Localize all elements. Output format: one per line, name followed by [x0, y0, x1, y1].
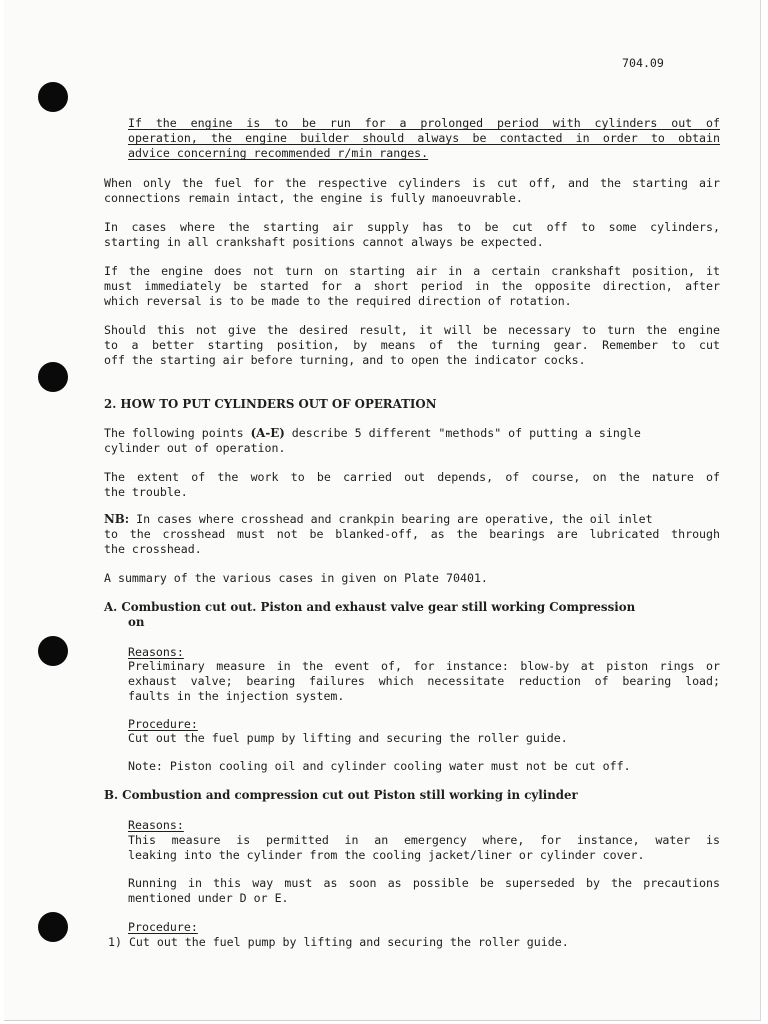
procedure-line: Cut out the fuel pump by lifting and securing the roller guide.: [128, 731, 568, 745]
paragraph-line: If the engine does not turn on starting air in a certain crankshaft position, it: [104, 264, 720, 278]
nb-line: to the crosshead must not be blanked-off, as the bearings are lubricated through: [104, 527, 720, 541]
paragraph-line: starting in all crankshaft positions cannot always be expected.: [104, 235, 544, 249]
section-heading: 2. HOW TO PUT CYLINDERS OUT OF OPERATION: [104, 397, 437, 411]
reasons-line: This measure is permitted in an emergency where, for instance, water is: [128, 833, 720, 847]
punch-hole: [38, 82, 68, 112]
text-run: The following points: [104, 426, 251, 440]
paragraph-line: When only the fuel for the respective cylinders is cut off, and the starting air: [104, 176, 720, 190]
summary-line: A summary of the various cases in given on Plate 70401.: [104, 571, 488, 585]
note-line: Note: Piston cooling oil and cylinder cooling water must not be cut off.: [128, 759, 631, 773]
nb-line: the crosshead.: [104, 542, 202, 556]
reasons-line: exhaust valve; bearing failures which necessitate reduction of bearing load;: [128, 674, 720, 688]
paragraph-line: The extent of the work to be carried out depends, of course, on the nature of: [104, 470, 720, 484]
page-reference: 704.09: [622, 56, 664, 70]
nb-label: NB:: [104, 512, 130, 526]
paragraph-line: cylinder out of operation.: [104, 441, 286, 455]
reasons-line: faults in the injection system.: [128, 689, 345, 703]
nb-line: [104, 512, 653, 527]
text-run: describe 5 different "methods" of putting a single: [284, 426, 641, 440]
case-b-heading: B. Combustion and compression cut out Piston still working in cylinder: [104, 788, 578, 802]
bold-run: (A-E): [250, 426, 285, 440]
paragraph-line: Running in this way must as soon as possible be superseded by the precautions: [128, 876, 720, 890]
reasons-line: leaking into the cylinder from the cooling jacket/liner or cylinder cover.: [128, 848, 645, 862]
case-a-heading-cont: on: [128, 615, 145, 629]
punch-hole: [38, 362, 68, 392]
paragraph-line: connections remain intact, the engine is fully manoeuvrable.: [104, 191, 523, 205]
paragraph-line: which reversal is to be made to the required direction of rotation.: [104, 294, 572, 308]
punch-hole: [38, 636, 68, 666]
reasons-label: Reasons:: [128, 645, 184, 659]
procedure-line: 1) Cut out the fuel pump by lifting and securing the roller guide.: [108, 935, 569, 949]
reasons-line: Preliminary measure in the event of, for instance: blow-by at piston rings or: [128, 659, 720, 673]
paragraph-line: the trouble.: [104, 485, 188, 499]
paragraph-line: In cases where the starting air supply has to be cut off to some cylinders,: [104, 220, 720, 234]
paragraph-line: to a better starting position, by means of the turning gear. Remember to cut: [104, 338, 720, 352]
punch-hole: [38, 912, 68, 942]
reasons-label: Reasons:: [128, 818, 184, 832]
warning-line: advice concerning recommended r/min ranges.: [128, 146, 429, 160]
paragraph-line: [104, 426, 641, 441]
text-run: In cases where crosshead and crankpin bearing are operative, the oil inlet: [129, 512, 653, 526]
case-a-heading: A. Combustion cut out. Piston and exhaust valve gear still working Compression: [104, 600, 636, 614]
paragraph-line: Should this not give the desired result, it will be necessary to turn the engine: [104, 323, 720, 337]
document-page: [4, 0, 761, 1021]
procedure-label: Procedure:: [128, 717, 198, 731]
warning-line: operation, the engine builder should always be contacted in order to obtain: [128, 131, 720, 145]
paragraph-line: must immediately be started for a short period in the opposite direction, after: [104, 279, 720, 293]
paragraph-line: mentioned under D or E.: [128, 891, 289, 905]
warning-line: If the engine is to be run for a prolonged period with cylinders out of: [128, 116, 720, 130]
paragraph-line: off the starting air before turning, and to open the indicator cocks.: [104, 353, 586, 367]
procedure-label: Procedure:: [128, 920, 198, 934]
